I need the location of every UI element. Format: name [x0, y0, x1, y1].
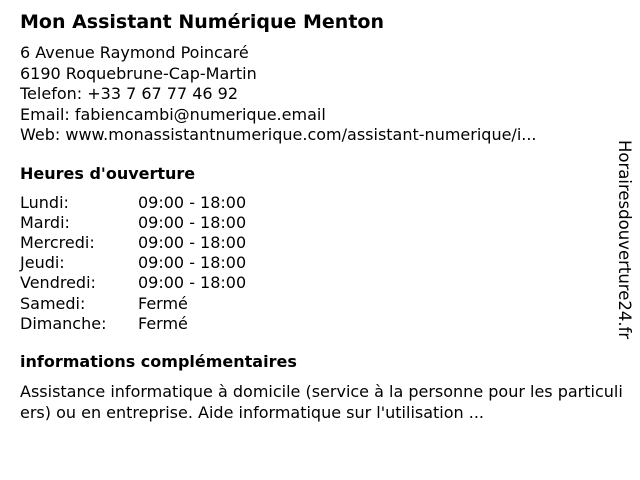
day-label: Samedi: [20, 293, 86, 313]
time-value: 09:00 - 18:00 [138, 253, 247, 273]
phone-line: Telefon: +33 7 67 77 46 92 [20, 84, 239, 103]
hours-row-tuesday [20, 213, 610, 233]
day-label: Lundi: [20, 192, 69, 212]
hours-row-sunday [20, 314, 610, 334]
day-label: Mardi: [20, 212, 70, 232]
hours-row-monday [20, 193, 610, 213]
time-value: 09:00 - 18:00 [138, 273, 247, 293]
time-value: Fermé [138, 313, 188, 333]
web-line: Web: www.monassistantnumerique.com/assistant-numerique/i... [20, 125, 537, 144]
hours-row-wednesday [20, 233, 610, 253]
email-line: Email: fabiencambi@numerique.email [20, 104, 326, 124]
address-line-1: 6 Avenue Raymond Poincaré [20, 43, 249, 62]
brand-watermark [612, 135, 636, 345]
time-value: 09:00 - 18:00 [138, 212, 247, 232]
brand-text: Horairesdouverture24.fr [615, 140, 634, 340]
business-card [20, 10, 623, 423]
day-label: Vendredi: [20, 273, 96, 293]
opening-hours-table [20, 193, 610, 334]
hours-row-friday [20, 273, 610, 293]
day-label: Jeudi: [20, 253, 65, 273]
day-label: Dimanche: [20, 313, 107, 333]
day-label: Mercredi: [20, 232, 95, 252]
additional-info-text: Assistance informatique à domicile (service à la personne pour les particuliers) ou en entreprise. Aide informatique sur l'utilisation ... [20, 381, 623, 422]
address-line-2: 6190 Roquebrune-Cap-Martin [20, 63, 257, 83]
opening-hours-heading: Heures d'ouverture [20, 163, 196, 183]
hours-row-thursday [20, 253, 610, 273]
time-value: 09:00 - 18:00 [138, 192, 247, 212]
additional-info-heading: informations complémentaires [20, 351, 297, 371]
business-name: Mon Assistant Numérique Menton [20, 11, 384, 33]
time-value: 09:00 - 18:00 [138, 232, 247, 252]
hours-row-saturday [20, 294, 610, 314]
time-value: Fermé [138, 293, 188, 313]
